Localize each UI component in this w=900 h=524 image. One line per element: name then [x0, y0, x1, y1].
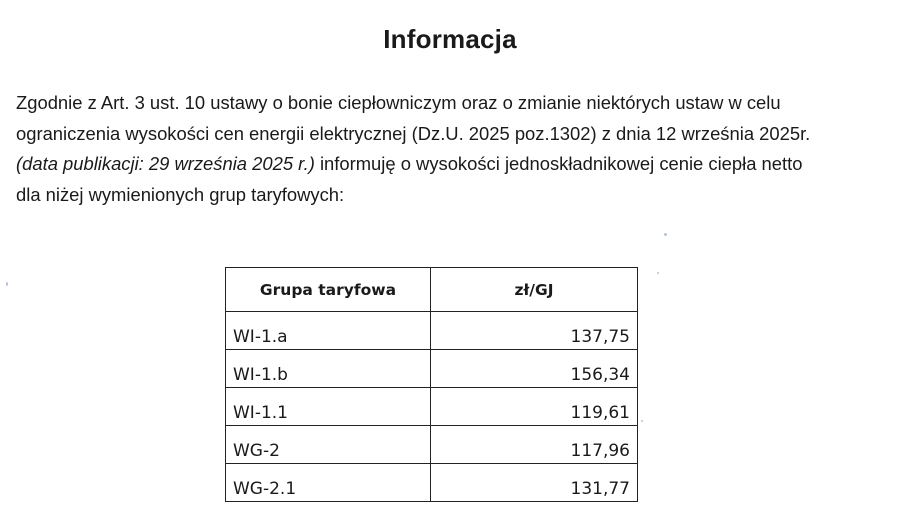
tariff-group-cell: WG-2 [226, 426, 431, 464]
table-row [226, 426, 638, 464]
intro-paragraph [16, 88, 896, 210]
scan-speck [664, 233, 667, 236]
tariff-group-cell: WG-2.1 [226, 464, 431, 502]
scan-speck [641, 420, 643, 422]
tariff-group-cell: WI-1.a [226, 312, 431, 350]
header-price: zł/GJ [431, 268, 638, 312]
scan-speck [657, 272, 659, 274]
price-cell: 117,96 [431, 426, 638, 464]
intro-line-2: ograniczenia wysokości cen energii elektrycznej (Dz.U. 2025 poz.1302) z dnia 12 września 2025r. [16, 122, 811, 144]
table-row [226, 388, 638, 426]
document-title: Informacja [383, 24, 517, 54]
publication-date-note: (data publikacji: 29 września 2025 r.) [16, 153, 315, 174]
table-row [226, 312, 638, 350]
price-cell: 131,77 [431, 464, 638, 502]
intro-line-4: dla niżej wymienionych grup taryfowych: [16, 183, 345, 205]
tariff-table [225, 267, 638, 502]
intro-line-1: Zgodnie z Art. 3 ust. 10 ustawy o bonie ciepłowniczym oraz o zmianie niektórych ustaw w celu [16, 92, 781, 113]
price-cell: 137,75 [431, 312, 638, 350]
intro-line-3-text: informuję o wysokości jednoskładnikowej cenie ciepła netto [314, 153, 803, 174]
price-cell: 119,61 [431, 388, 638, 426]
table-header-row [226, 268, 638, 312]
table-row [226, 350, 638, 388]
tariff-group-cell: WI-1.b [226, 350, 431, 388]
table-row [226, 464, 638, 502]
price-cell: 156,34 [431, 350, 638, 388]
intro-line-3 [16, 149, 896, 180]
header-tariff-group: Grupa taryfowa [226, 268, 431, 312]
tariff-group-cell: WI-1.1 [226, 388, 431, 426]
scan-speck [6, 282, 8, 286]
